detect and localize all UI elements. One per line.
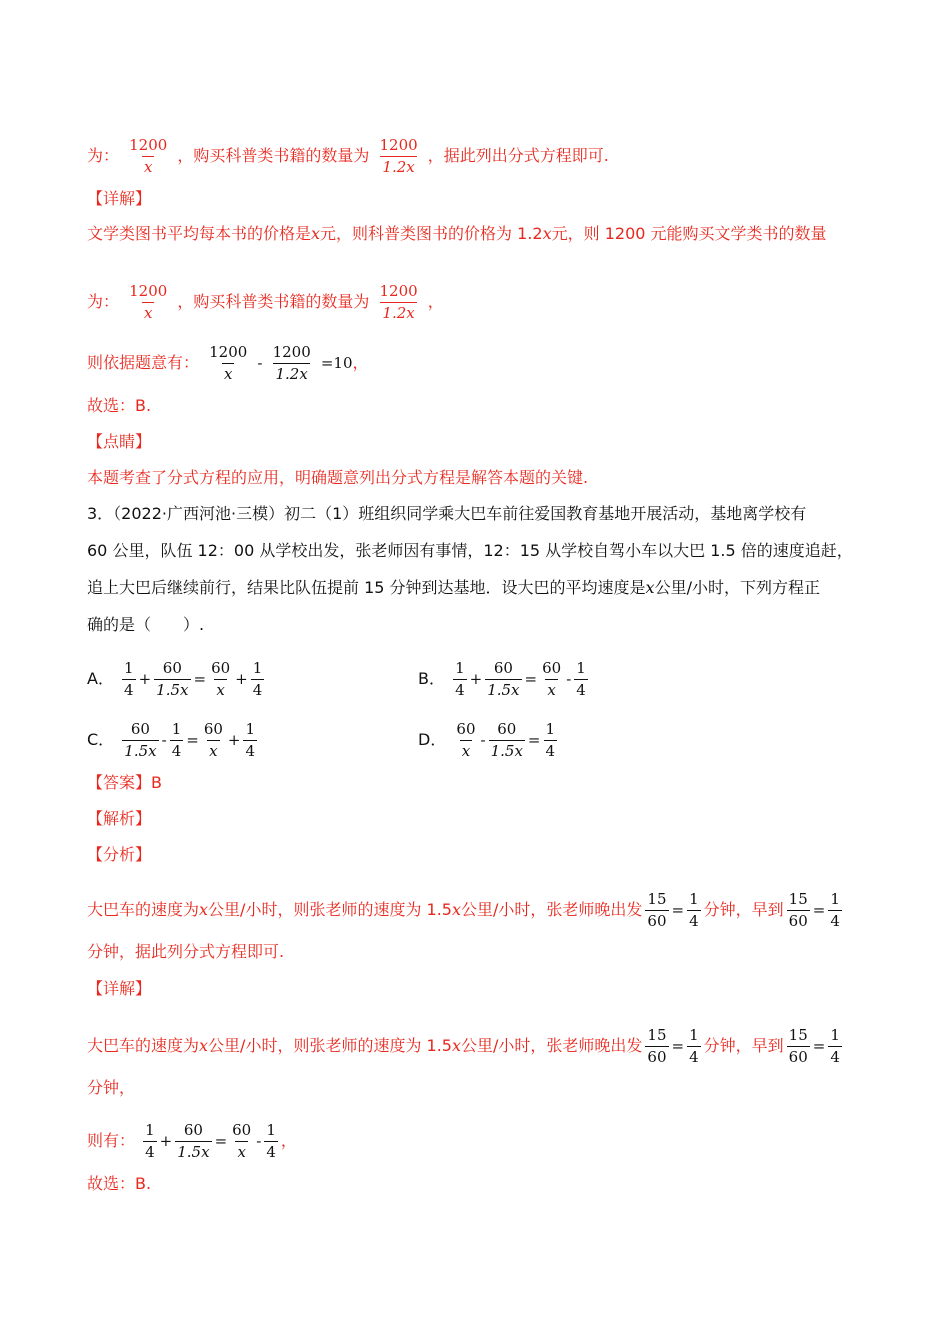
fraction: $\frac{1}{4}$ [252,659,263,699]
option-b[interactable]: B． $\frac{1}{4}$ + $\frac{60}{1.5x}$ = $\frac{60}{x}$ - $\frac{1}{4}$ [418,659,586,699]
intro-line: 为： $\frac{1200}{x}$ ，购买科普类书籍的数量为 $\frac{1200}{1.2x}$ ，据此列出分式方程即可. [87,136,609,176]
fraction: $\frac{1}{4}$ [830,1026,840,1066]
detail-heading: 【详解】 [87,189,152,208]
comment-text: 本题考查了分式方程的应用，明确题意列出分式方程是解答本题的关键. [87,468,589,487]
fraction: $\frac{1}{4}$ [576,659,586,699]
fraction: $\frac{1}{4}$ [171,720,182,760]
fraction: $\frac{15}{60}$ [647,890,667,930]
equation-line: 则依据题意有： $\frac{1200}{x}$ - $\frac{1200}{1.2x}$ =10， [87,343,369,383]
fraction: $\frac{60}{1.5x}$ [177,1121,210,1161]
detail2-heading: 【详解】 [87,979,152,998]
fraction: $\frac{15}{60}$ [788,890,808,930]
analysis-heading: 【解析】 [87,809,152,828]
fraction: $\frac{60}{x}$ [232,1121,252,1161]
fraction-1200-1.2x: $\frac{1200}{1.2x}$ [379,136,418,176]
analysis-line-2: 分钟，据此列分式方程即可. [87,942,285,961]
fraction: $\frac{15}{60}$ [647,1026,667,1066]
detail2-line-2: 分钟， [87,1078,136,1097]
detail2-choice: 故选：B. [87,1174,152,1193]
detail-line-1: 文学类图书平均每本书的价格是x元，则科普类图书的价格为 1.2x元，则 1200 元能购买文学类书的数量 [87,224,827,243]
fraction: $\frac{60}{1.5x}$ [490,720,523,760]
fraction: $\frac{60}{x}$ [211,659,231,699]
fraction: $\frac{60}{1.5x}$ [156,659,189,699]
detail-line-2: 为： $\frac{1200}{x}$ ，购买科普类书籍的数量为 $\frac{1200}{1.2x}$ ， [87,282,444,322]
fraction: $\frac{1}{4}$ [455,659,465,699]
fraction-1200-1.2x: $\frac{1200}{1.2x}$ [272,343,311,383]
fraction: $\frac{1}{4}$ [245,720,256,760]
fraction-1200-x: $\frac{1200}{x}$ [129,282,168,322]
fraction: $\frac{1}{4}$ [689,890,699,930]
question-3-line-1: 3．（2022·广西河池·三模）初二（1）班组织同学乘大巴车前往爱国教育基地开展活动，基地离学校有 [87,504,807,523]
fraction-1200-1.2x: $\frac{1200}{1.2x}$ [379,282,418,322]
question-3-line-2: 60 公里，队伍 12：00 从学校出发，张老师因有事情，12：15 从学校自驾小车以大巴 1.5 倍的速度追赶， [87,541,853,560]
detail2-line-1: 大巴车的速度为x公里/小时，则张老师的速度为 1.5x公里/小时，张老师晚出发 $\frac{15}{60}$ = $\frac{1}{4}$ 分钟，早到 $\frac{15}{60}$ = $\frac{1}{4}$ [87,1026,840,1066]
fraction: $\frac{1}{4}$ [545,720,556,760]
fraction: $\frac{1}{4}$ [145,1121,155,1161]
option-a[interactable]: A． $\frac{1}{4}$ + $\frac{60}{1.5x}$ = $\frac{60}{x}$ + $\frac{1}{4}$ [87,659,263,699]
fraction-1200-x: $\frac{1200}{x}$ [129,136,168,176]
comment-heading: 【点睛】 [87,432,152,451]
fraction: $\frac{60}{1.5x}$ [487,659,520,699]
option-c[interactable]: C． $\frac{60}{1.5x}$ - $\frac{1}{4}$ = $\frac{60}{x}$ + $\frac{1}{4}$ [87,720,256,760]
fraction: $\frac{1}{4}$ [830,890,840,930]
analysis-line-1: 大巴车的速度为x公里/小时，则张老师的速度为 1.5x公里/小时，张老师晚出发 $\frac{15}{60}$ = $\frac{1}{4}$ 分钟，早到 $\frac{15}{60}$ = $\frac{1}{4}$ [87,890,840,930]
detail2-equation: 则有： $\frac{1}{4}$ + $\frac{60}{1.5x}$ = $\frac{60}{x}$ - $\frac{1}{4}$ ， [87,1121,297,1161]
fraction: $\frac{60}{1.5x}$ [124,720,157,760]
fraction: $\frac{60}{x}$ [542,659,562,699]
fenxi-heading: 【分析】 [87,845,152,864]
choice-line: 故选：B. [87,396,152,415]
fraction: $\frac{15}{60}$ [788,1026,808,1066]
intro-prefix: 为： [87,146,120,165]
option-d[interactable]: D． $\frac{60}{x}$ - $\frac{60}{1.5x}$ = $\frac{1}{4}$ [418,720,556,760]
answer-line: 【答案】B [87,773,162,792]
fraction: $\frac{1}{4}$ [124,659,134,699]
fraction: $\frac{1}{4}$ [266,1121,276,1161]
question-3-line-3: 追上大巴后继续前行，结果比队伍提前 15 分钟到达基地．设大巴的平均速度是x公里/小时，下列方程正 [87,578,820,597]
fraction-1200-x: $\frac{1200}{x}$ [209,343,248,383]
fraction: $\frac{60}{x}$ [203,720,223,760]
fraction: $\frac{1}{4}$ [689,1026,699,1066]
fraction: $\frac{60}{x}$ [456,720,476,760]
question-3-line-4: 确的是（ ）. [87,615,205,634]
